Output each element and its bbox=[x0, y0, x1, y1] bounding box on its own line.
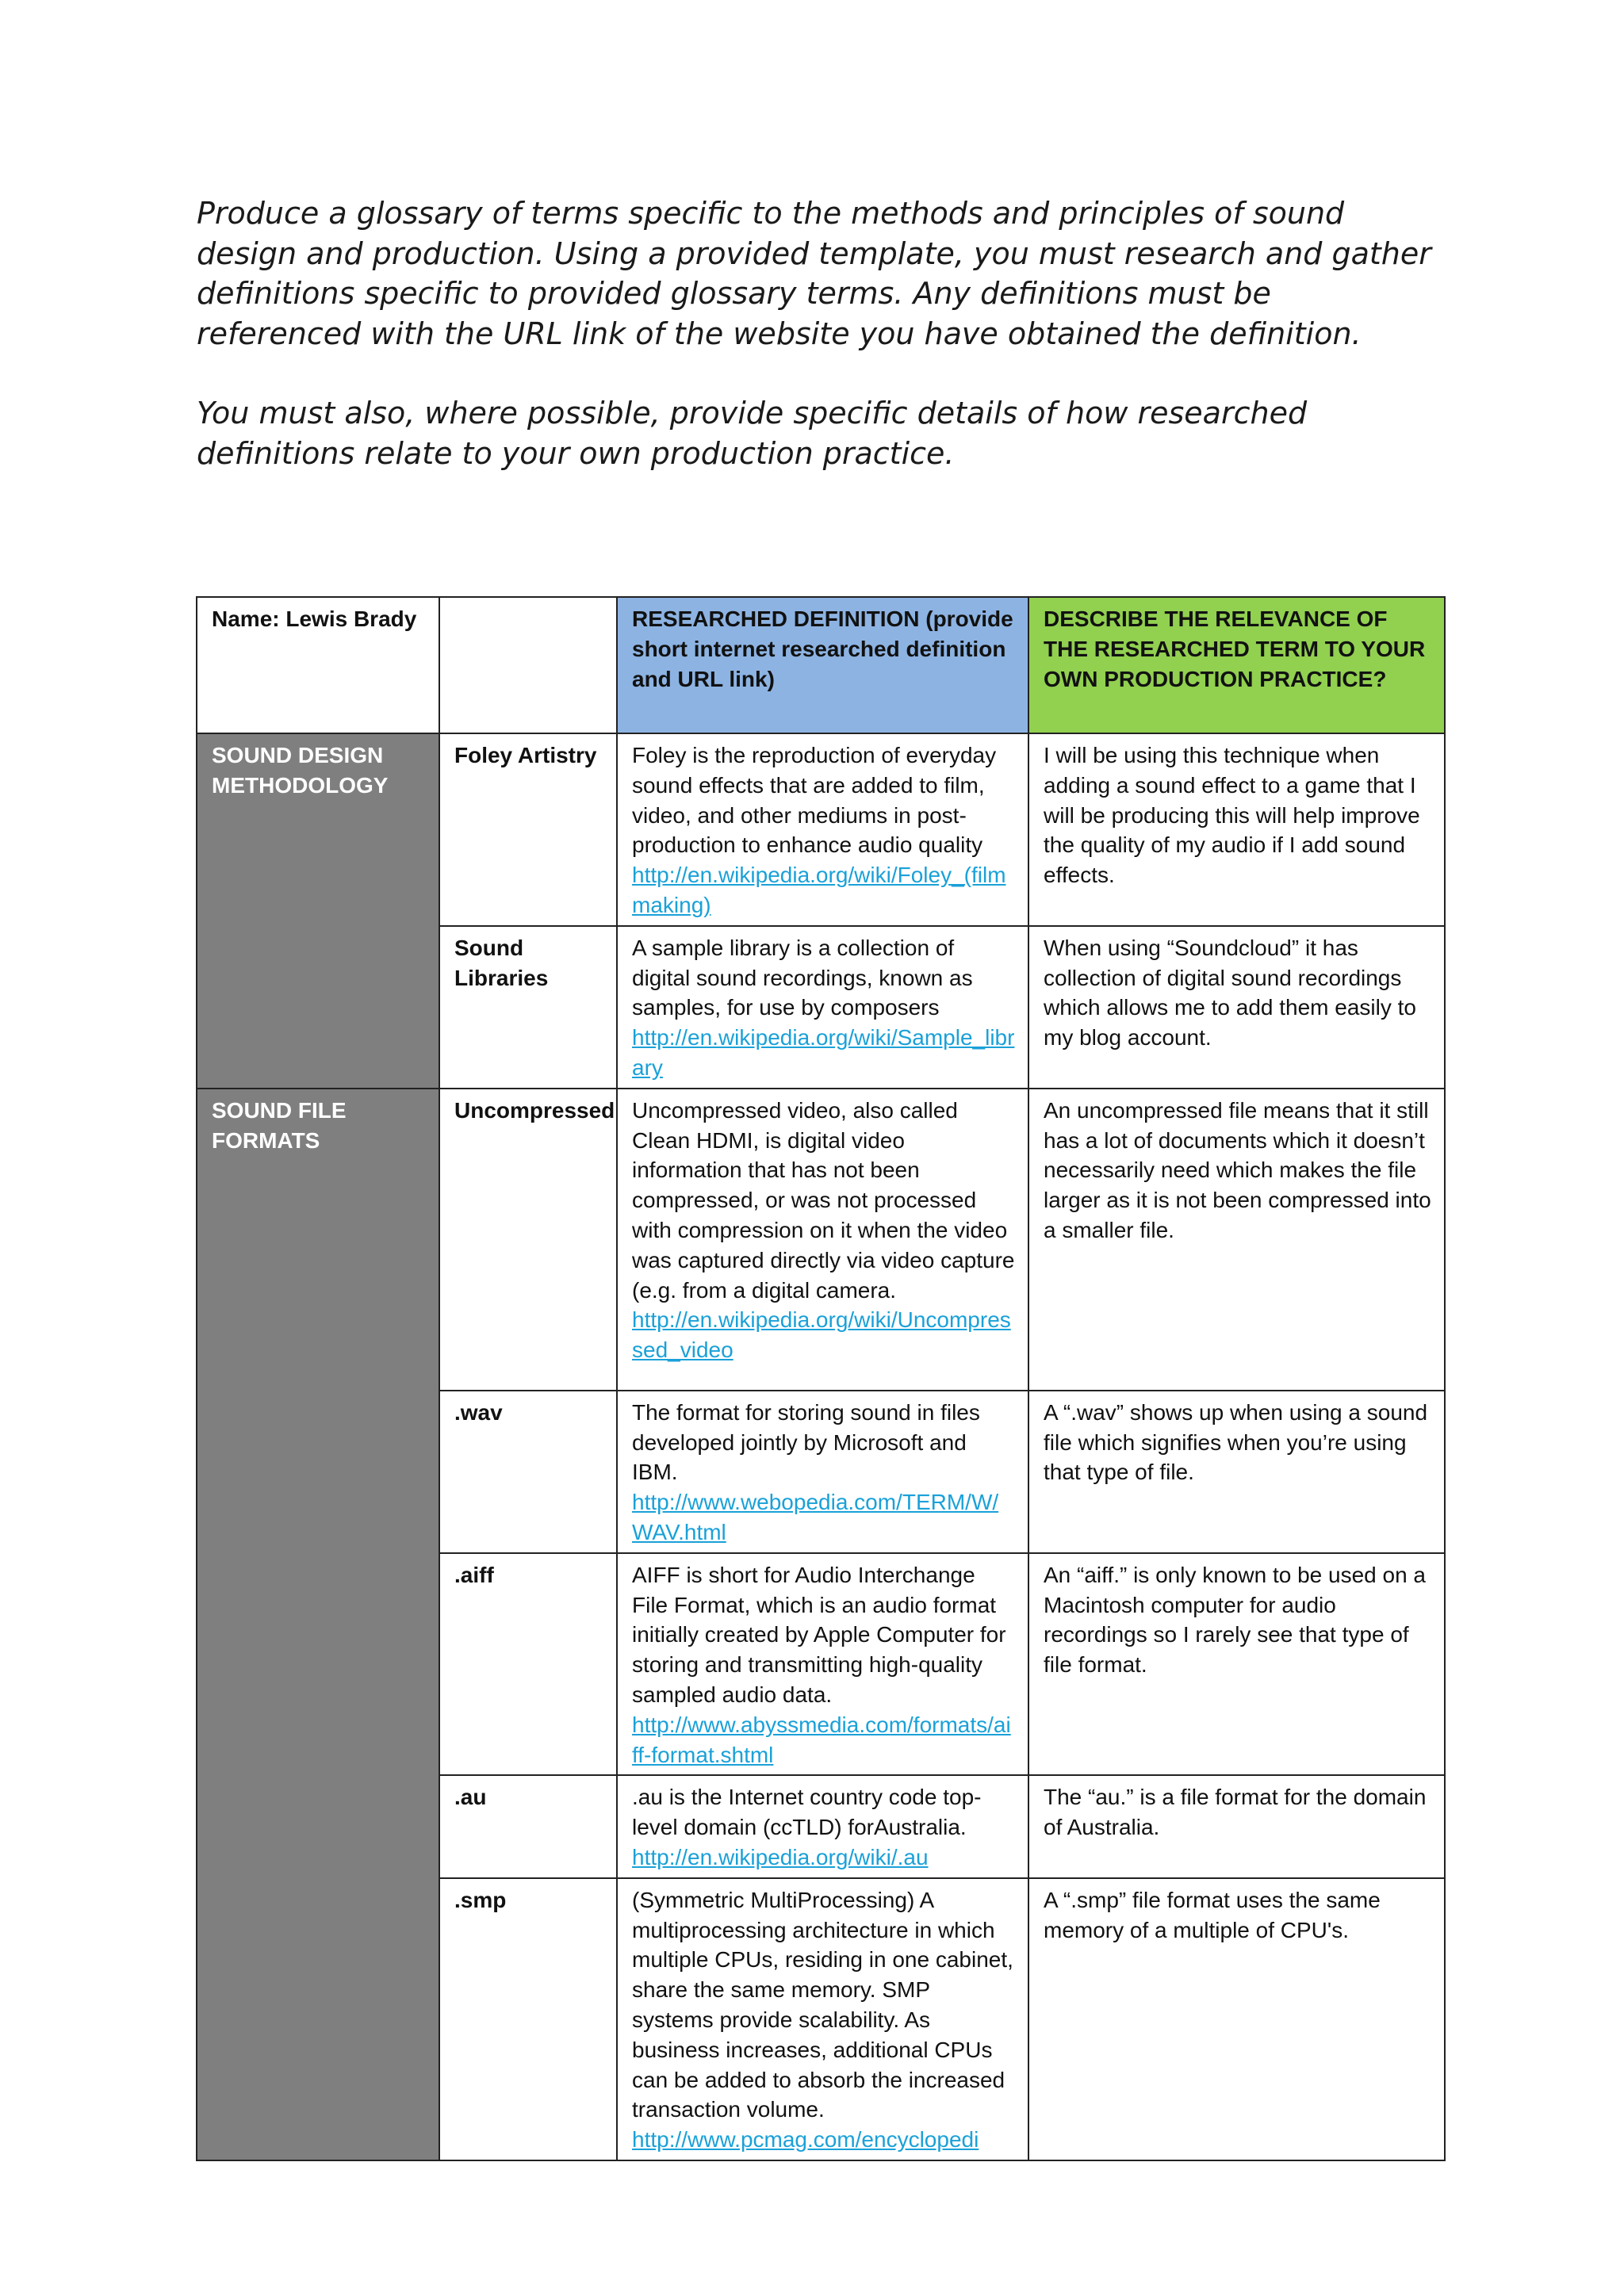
header-empty-cell bbox=[439, 597, 617, 733]
definition-text: The format for storing sound in files developed jointly by Microsoft and IBM. bbox=[632, 1399, 980, 1485]
relevance-text: An “aiff.” is only known to be used on a Macintosh computer for audio recordings so I rarely see that type of file format. bbox=[1028, 1553, 1445, 1776]
reference-link[interactable]: http://en.wikipedia.org/wiki/Uncompressed_video bbox=[632, 1307, 1011, 1363]
assignment-brief bbox=[197, 193, 1434, 473]
relevance-text: A “.wav” shows up when using a sound file which signifies when you’re using that type of file. bbox=[1028, 1391, 1445, 1553]
definition-text: A sample library is a collection of digital sound recordings, known as samples, for use by composers bbox=[632, 935, 973, 1020]
definition-text: .au is the Internet country code top-level domain (ccTLD) forAustralia. bbox=[632, 1785, 982, 1840]
relevance-text: A “.smp” file format uses the same memory of a multiple of CPU's. bbox=[1028, 1878, 1445, 2160]
table-row bbox=[197, 1089, 1445, 1391]
reference-link[interactable]: http://en.wikipedia.org/wiki/Foley_(filmmaking) bbox=[632, 863, 1006, 917]
term-label: Sound Libraries bbox=[439, 926, 617, 1089]
relevance-text: The “au.” is a file format for the domain of Australia. bbox=[1028, 1775, 1445, 1877]
definition-cell bbox=[617, 1089, 1028, 1391]
definition-text: (Symmetric MultiProcessing) A multiprocessing architecture in which multiple CPUs, residing in one cabinet, share the same memory. SMP systems provide scalability. As business increases, additional CPUs can be added to absorb the increased transaction volume. bbox=[632, 1887, 1013, 2122]
brief-paragraph-2: You must also, where possible, provide specific details of how researched definitions relate to your own production practice. bbox=[197, 396, 1308, 471]
term-label: .smp bbox=[439, 1878, 617, 2160]
brief-paragraph-1: Produce a glossary of terms specific to the methods and principles of sound design and production. Using a provided template, you must research and gather definitions specific to provided glossary terms. Any definitions must be referenced with the URL link of the website you have obtained the definition. bbox=[197, 196, 1431, 351]
reference-link[interactable]: http://www.abyssmedia.com/formats/aiff-format.shtml bbox=[632, 1712, 1011, 1767]
term-label: .au bbox=[439, 1775, 617, 1877]
definition-cell bbox=[617, 1391, 1028, 1553]
definition-cell bbox=[617, 1553, 1028, 1776]
relevance-text: An uncompressed file means that it still has a lot of documents which it doesn’t necessarily need which makes the file larger as it is not been compressed into a smaller file. bbox=[1028, 1089, 1445, 1391]
definition-text: Foley is the reproduction of everyday sound effects that are added to film, video, and other mediums in post-production to enhance audio quality bbox=[632, 743, 997, 858]
definition-cell bbox=[617, 1878, 1028, 2160]
definition-text: AIFF is short for Audio Interchange File Format, which is an audio format initially created by Apple Computer for storing and transmitting high-quality sampled audio data. bbox=[632, 1562, 1006, 1707]
definition-cell bbox=[617, 926, 1028, 1089]
student-name: Name: Lewis Brady bbox=[197, 597, 439, 733]
glossary-table bbox=[196, 596, 1446, 2161]
header-definition: RESEARCHED DEFINITION (provide short internet researched definition and URL link) bbox=[617, 597, 1028, 733]
header-relevance: DESCRIBE THE RELEVANCE OF THE RESEARCHED TERM TO YOUR OWN PRODUCTION PRACTICE? bbox=[1028, 597, 1445, 733]
table-row bbox=[197, 733, 1445, 926]
reference-link[interactable]: http://www.pcmag.com/encyclopedi bbox=[632, 2127, 979, 2152]
reference-link[interactable]: http://www.webopedia.com/TERM/W/WAV.html bbox=[632, 1490, 999, 1544]
reference-link[interactable]: http://en.wikipedia.org/wiki/Sample_library bbox=[632, 1025, 1015, 1080]
definition-cell bbox=[617, 733, 1028, 926]
section-sound-design: SOUND DESIGN METHODOLOGY bbox=[197, 733, 439, 1089]
term-label: Uncompressed bbox=[439, 1089, 617, 1391]
relevance-text: When using “Soundcloud” it has collection of digital sound recordings which allows me to add them easily to my blog account. bbox=[1028, 926, 1445, 1089]
relevance-text: I will be using this technique when adding a sound effect to a game that I will be producing this will help improve the quality of my audio if I add sound effects. bbox=[1028, 733, 1445, 926]
section-sound-file-formats: SOUND FILE FORMATS bbox=[197, 1089, 439, 2160]
term-label: .aiff bbox=[439, 1553, 617, 1776]
term-label: .wav bbox=[439, 1391, 617, 1553]
definition-text: Uncompressed video, also called Clean HDMI, is digital video information that has not been compressed, or was not processed with compression on it when the video was captured directly via video capture (e.g. from a digital camera. bbox=[632, 1097, 1015, 1303]
term-label: Foley Artistry bbox=[439, 733, 617, 926]
header-row bbox=[197, 597, 1445, 733]
definition-cell bbox=[617, 1775, 1028, 1877]
reference-link[interactable]: http://en.wikipedia.org/wiki/.au bbox=[632, 1844, 929, 1869]
